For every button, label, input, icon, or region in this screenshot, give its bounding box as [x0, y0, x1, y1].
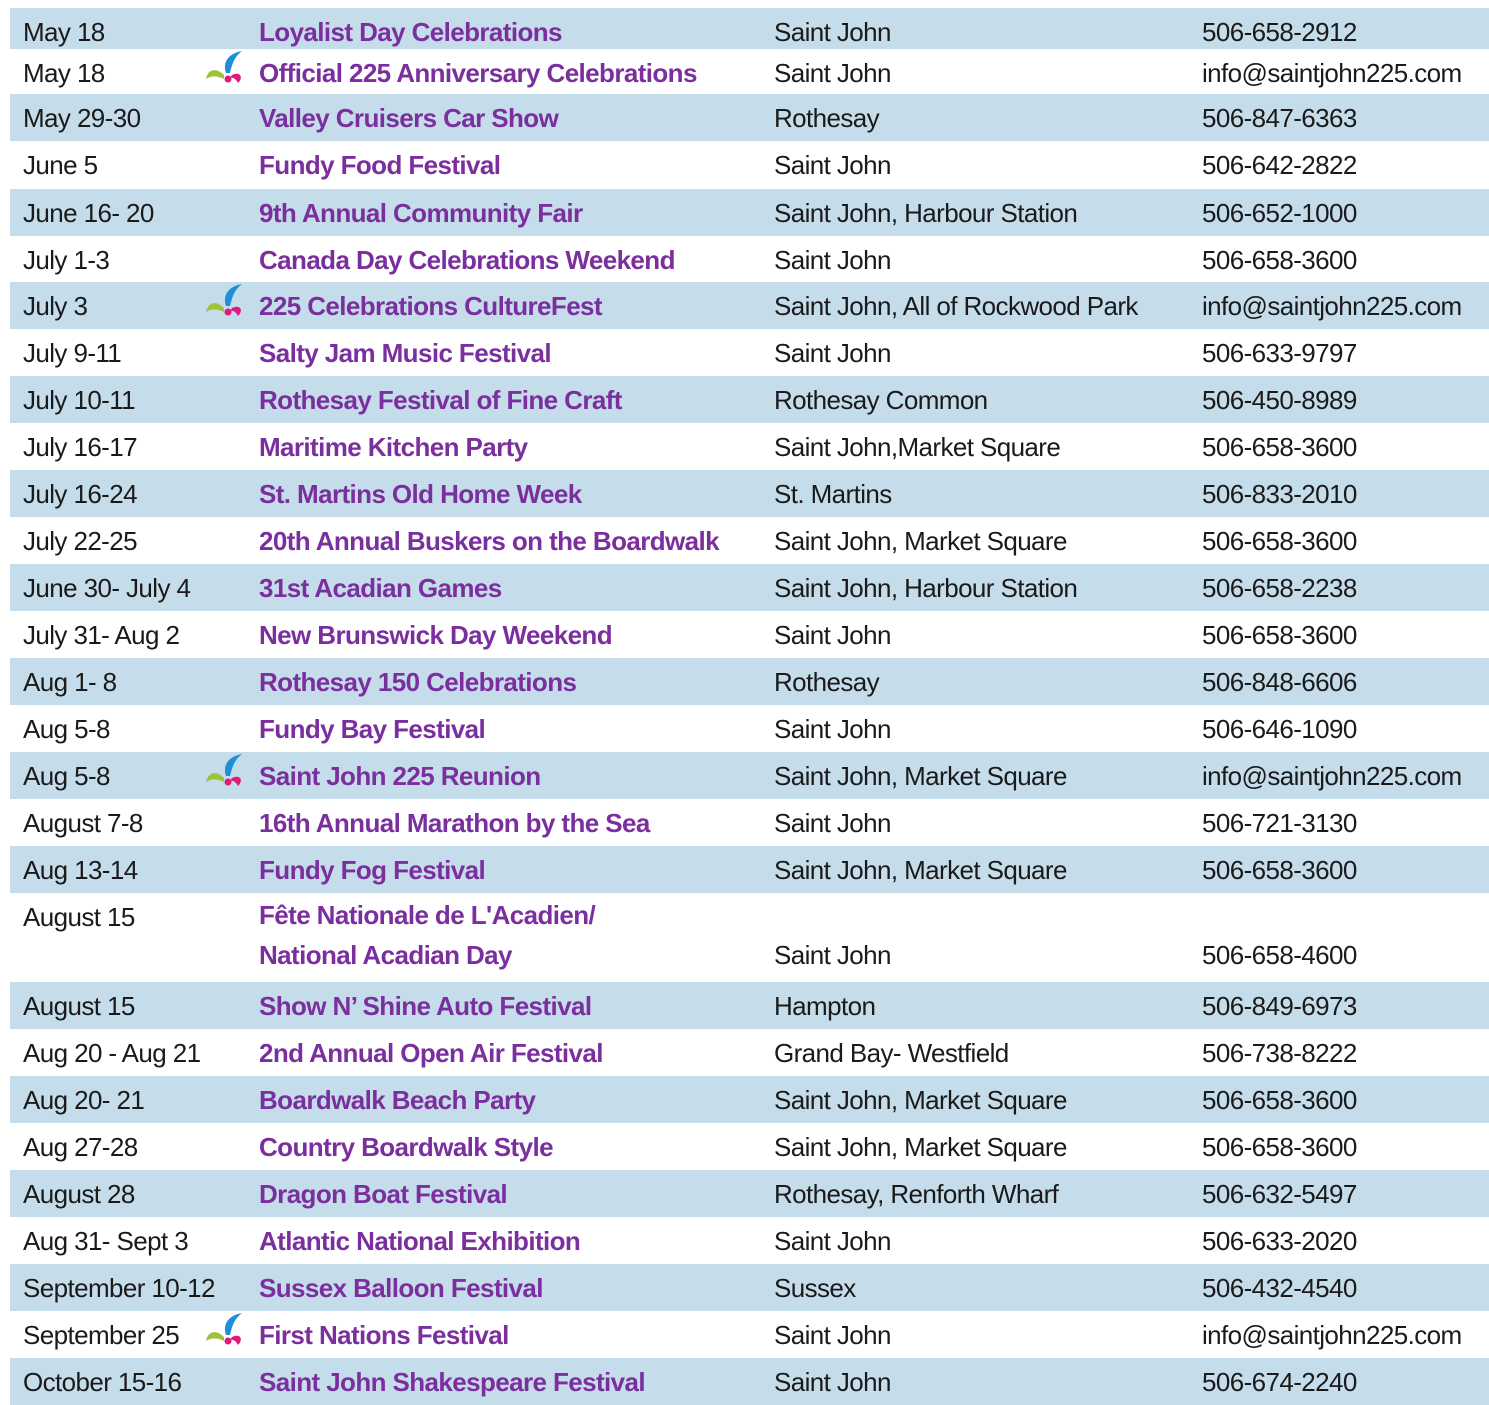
- event-date: July 10-11: [23, 385, 136, 415]
- event-name: Maritime Kitchen Party: [259, 432, 528, 462]
- table-row: [10, 282, 1489, 329]
- event-date: July 3: [23, 291, 88, 321]
- event-name: New Brunswick Day Weekend: [259, 620, 612, 650]
- event-contact: 506-658-3600: [1202, 1132, 1357, 1162]
- event-name: Country Boardwalk Style: [259, 1132, 553, 1162]
- event-contact: 506-658-2238: [1202, 573, 1357, 603]
- event-date: July 1-3: [23, 245, 110, 275]
- event-venue: Saint John, All of Rockwood Park: [774, 291, 1138, 321]
- event-date: Aug 20 - Aug 21: [23, 1038, 201, 1068]
- table-row: [10, 705, 1489, 752]
- table-row: [10, 1264, 1489, 1311]
- event-name: 2nd Annual Open Air Festival: [259, 1038, 603, 1068]
- event-contact: 506-658-3600: [1202, 245, 1357, 275]
- event-contact: info@saintjohn225.com: [1202, 1320, 1462, 1350]
- table-row: [10, 611, 1489, 658]
- event-name: Dragon Boat Festival: [259, 1179, 508, 1209]
- event-name-line: National Acadian Day: [259, 940, 512, 970]
- event-contact: 506-642-2822: [1202, 150, 1357, 180]
- event-venue: Saint John, Market Square: [774, 1132, 1067, 1162]
- event-contact: 506-450-8989: [1202, 385, 1357, 415]
- event-venue: Hampton: [774, 991, 876, 1021]
- event-name: 16th Annual Marathon by the Sea: [259, 808, 650, 838]
- event-venue: Saint John, Harbour Station: [774, 573, 1078, 603]
- event-contact: 506-633-2020: [1202, 1226, 1357, 1256]
- event-date: May 29-30: [23, 103, 141, 133]
- table-row: [10, 376, 1489, 423]
- event-venue: Grand Bay- Westfield: [774, 1038, 1009, 1068]
- event-name: Saint John 225 Reunion: [259, 761, 541, 791]
- event-date: July 9-11: [23, 338, 122, 368]
- event-date: June 5: [23, 150, 98, 180]
- event-name: Show N’ Shine Auto Festival: [259, 991, 592, 1021]
- event-name: Valley Cruisers Car Show: [259, 103, 559, 133]
- event-name: First Nations Festival: [259, 1320, 509, 1350]
- event-date: June 16- 20: [23, 198, 154, 228]
- event-contact: 506-658-3600: [1202, 526, 1357, 556]
- event-contact: 506-658-3600: [1202, 620, 1357, 650]
- event-contact: info@saintjohn225.com: [1202, 761, 1462, 791]
- event-name: Rothesay Festival of Fine Craft: [259, 385, 622, 415]
- event-venue: Saint John, Market Square: [774, 761, 1067, 791]
- event-name: Atlantic National Exhibition: [259, 1226, 581, 1256]
- event-venue: Rothesay: [774, 103, 880, 133]
- event-venue: Saint John: [774, 620, 891, 650]
- table-row: [10, 846, 1489, 893]
- table-row: [10, 329, 1489, 376]
- table-row: [10, 1029, 1489, 1076]
- event-contact: 506-738-8222: [1202, 1038, 1357, 1068]
- event-contact: 506-721-3130: [1202, 808, 1357, 838]
- event-contact: 506-833-2010: [1202, 479, 1357, 509]
- table-row: [10, 1311, 1489, 1358]
- event-contact: 506-658-3600: [1202, 855, 1357, 885]
- table-row: [10, 658, 1489, 705]
- table-row: [10, 423, 1489, 470]
- event-date: Aug 20- 21: [23, 1085, 145, 1115]
- event-name: [259, 895, 595, 975]
- event-venue: Saint John: [774, 808, 891, 838]
- event-name: Saint John Shakespeare Festival: [259, 1367, 646, 1397]
- table-row: [10, 982, 1489, 1029]
- table-row: [10, 799, 1489, 846]
- event-name: Rothesay 150 Celebrations: [259, 667, 577, 697]
- event-name: 31st Acadian Games: [259, 573, 502, 603]
- event-venue: Saint John, Harbour Station: [774, 198, 1078, 228]
- event-contact: info@saintjohn225.com: [1202, 58, 1462, 88]
- table-row: [10, 893, 1489, 979]
- event-venue: Saint John: [774, 940, 891, 970]
- event-contact: 506-652-1000: [1202, 198, 1357, 228]
- event-venue: Saint John, Market Square: [774, 1085, 1067, 1115]
- event-date: September 10-12: [23, 1273, 215, 1303]
- table-row: [10, 94, 1489, 141]
- event-name: 9th Annual Community Fair: [259, 198, 583, 228]
- event-date: May 18: [23, 58, 105, 88]
- event-date: July 16-17: [23, 432, 137, 462]
- event-date: May 18: [23, 17, 105, 47]
- event-contact: 506-849-6973: [1202, 991, 1357, 1021]
- event-contact: 506-432-4540: [1202, 1273, 1357, 1303]
- event-date: June 30- July 4: [23, 573, 191, 603]
- event-venue: Saint John: [774, 1320, 891, 1350]
- event-venue: Saint John, Market Square: [774, 526, 1067, 556]
- event-contact: 506-848-6606: [1202, 667, 1357, 697]
- event-date: July 31- Aug 2: [23, 620, 180, 650]
- event-date: Aug 13-14: [23, 855, 138, 885]
- event-contact: 506-658-3600: [1202, 432, 1357, 462]
- table-row: [10, 49, 1489, 96]
- event-date: September 25: [23, 1320, 180, 1350]
- event-name: St. Martins Old Home Week: [259, 479, 582, 509]
- event-date: Aug 27-28: [23, 1132, 138, 1162]
- event-contact: 506-847-6363: [1202, 103, 1357, 133]
- event-contact: 506-633-9797: [1202, 338, 1357, 368]
- event-venue: Rothesay: [774, 667, 880, 697]
- event-contact: 506-658-4600: [1202, 940, 1357, 970]
- event-name: Sussex Balloon Festival: [259, 1273, 543, 1303]
- event-contact: 506-632-5497: [1202, 1179, 1357, 1209]
- event-contact: 506-674-2240: [1202, 1367, 1357, 1397]
- event-venue: Saint John: [774, 1226, 891, 1256]
- event-venue: Saint John: [774, 150, 891, 180]
- event-name: 225 Celebrations CultureFest: [259, 291, 602, 321]
- event-name-line: Fête Nationale de L'Acadien/: [259, 900, 596, 930]
- event-name: Canada Day Celebrations Weekend: [259, 245, 675, 275]
- event-name: Fundy Fog Festival: [259, 855, 486, 885]
- table-row: [10, 1170, 1489, 1217]
- table-row: [10, 1076, 1489, 1123]
- event-venue: St. Martins: [774, 479, 892, 509]
- event-date: July 22-25: [23, 526, 137, 556]
- event-name: Loyalist Day Celebrations: [259, 17, 562, 47]
- table-row: [10, 189, 1489, 236]
- table-row: [10, 752, 1489, 799]
- event-venue: Saint John: [774, 714, 891, 744]
- table-row: [10, 141, 1489, 188]
- event-date: August 7-8: [23, 808, 143, 838]
- event-name: Boardwalk Beach Party: [259, 1085, 536, 1115]
- event-contact: 506-658-3600: [1202, 1085, 1357, 1115]
- event-date: October 15-16: [23, 1367, 182, 1397]
- saint-john-225-logo-icon: [204, 282, 246, 322]
- event-name: Salty Jam Music Festival: [259, 338, 551, 368]
- event-venue: Saint John,Market Square: [774, 432, 1061, 462]
- event-contact: 506-658-2912: [1202, 17, 1357, 47]
- event-venue: Rothesay, Renforth Wharf: [774, 1179, 1059, 1209]
- saint-john-225-logo-icon: [204, 752, 246, 792]
- table-row: [10, 236, 1489, 283]
- table-row: [10, 517, 1489, 564]
- table-row: [10, 8, 1489, 49]
- event-date: Aug 31- Sept 3: [23, 1226, 189, 1256]
- event-date: Aug 5-8: [23, 761, 110, 791]
- event-venue: Saint John: [774, 245, 891, 275]
- event-name: Official 225 Anniversary Celebrations: [259, 58, 697, 88]
- event-venue: Saint John: [774, 1367, 891, 1397]
- event-venue: Saint John: [774, 17, 891, 47]
- event-date: August 28: [23, 1179, 135, 1209]
- event-contact: info@saintjohn225.com: [1202, 291, 1462, 321]
- event-name: 20th Annual Buskers on the Boardwalk: [259, 526, 719, 556]
- event-venue: Rothesay Common: [774, 385, 988, 415]
- event-name: Fundy Food Festival: [259, 150, 501, 180]
- event-contact: 506-646-1090: [1202, 714, 1357, 744]
- event-date: August 15: [23, 991, 135, 1021]
- event-date: Aug 5-8: [23, 714, 110, 744]
- event-name: Fundy Bay Festival: [259, 714, 486, 744]
- saint-john-225-logo-icon: [204, 49, 246, 89]
- event-venue: Sussex: [774, 1273, 856, 1303]
- table-row: [10, 1123, 1489, 1170]
- event-date: Aug 1- 8: [23, 667, 117, 697]
- event-date: July 16-24: [23, 479, 137, 509]
- table-row: [10, 1217, 1489, 1264]
- event-venue: Saint John: [774, 58, 891, 88]
- event-venue: Saint John, Market Square: [774, 855, 1067, 885]
- saint-john-225-logo-icon: [204, 1311, 246, 1351]
- table-row: [10, 470, 1489, 517]
- table-row: [10, 564, 1489, 611]
- event-date: August 15: [23, 902, 135, 932]
- event-venue: Saint John: [774, 338, 891, 368]
